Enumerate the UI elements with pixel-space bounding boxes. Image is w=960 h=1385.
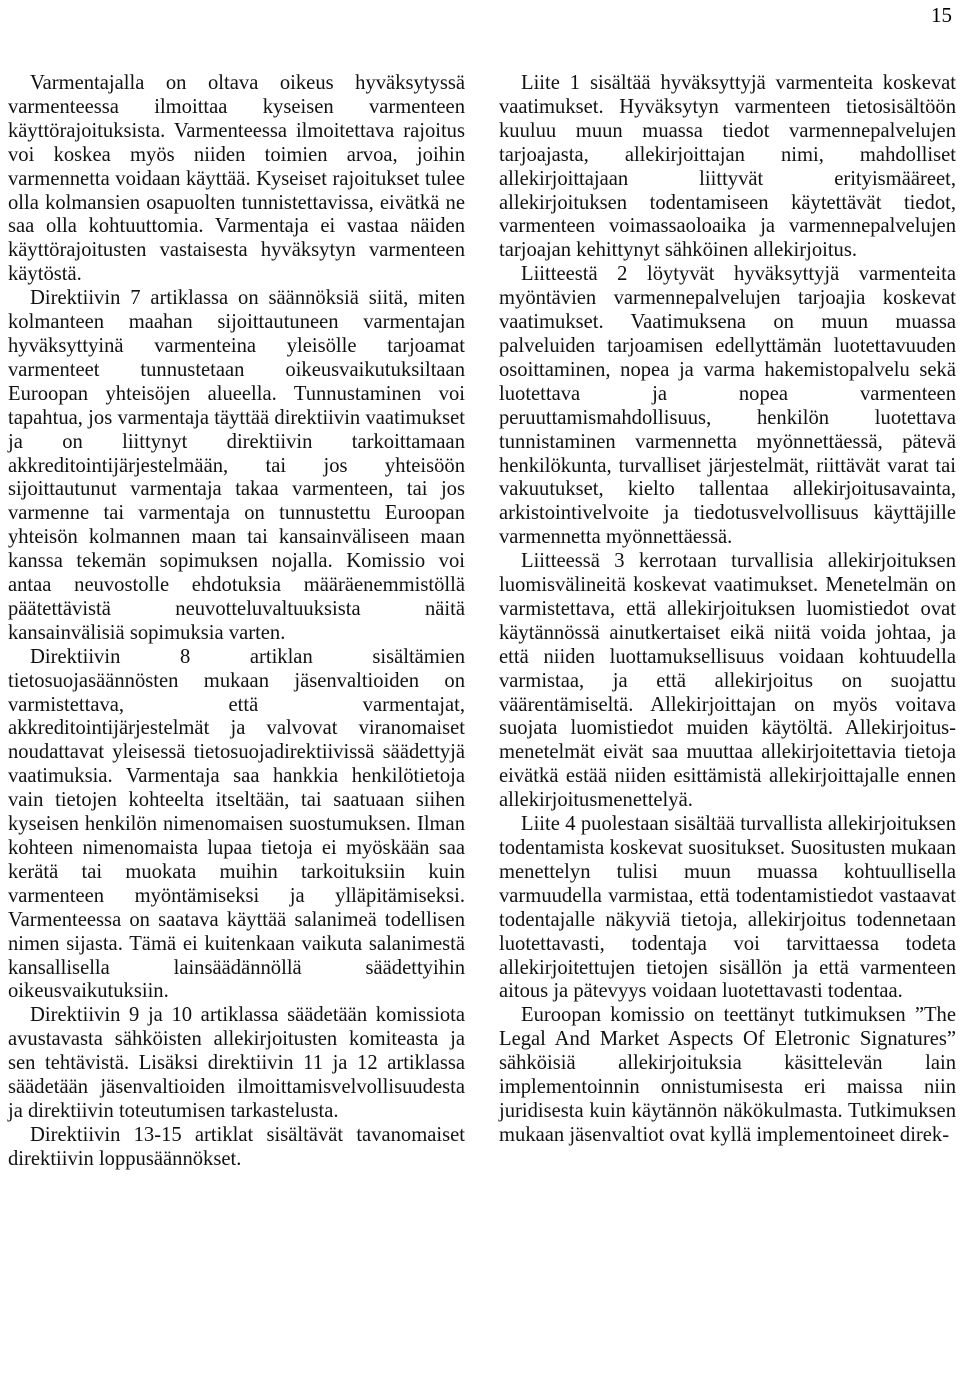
paragraph: Direktiivin 13-15 artiklat sisältävät tavanomaiset direktiivin loppusäännökset.: [8, 1123, 465, 1170]
paragraph: Euroopan komissio on teettänyt tutkimuksen ”The Legal And Market Aspects Of Eletronic Signatures” sähköisiä allekirjoituksia käsittelevän lain implementoinnin onnistumisesta eri maissa niin juridisesta kuin käytännön näkökulmasta. Tutkimuksen mukaan jäsenvaltiot ovat kyllä implementoineet direk-: [499, 1004, 956, 1146]
page-number: 15: [931, 3, 952, 27]
paragraph: Direktiivin 8 artiklan sisältämien tietosuojasäännösten mukaan jäsenvaltioiden on varmistettava, että varmentajat, akkreditointijärjestelmät ja valvovat viranomaiset noudattavat yleisessä tietosuojadirektiivissä säädettyjä vaatimuksia. Varmentaja saa hankkia henkilötietoja vain tietojen kohteelta itseltään, tai saatuaan siihen kyseisen henkilön nimenomaisen suostumuksen. Ilman kohteen nimenomaista lupaa tietoja ei myöskään saa kerätä tai muokata muihin tarkoituksiin kuin varmenteen myöntämiseksi ja ylläpitämiseksi. Varmenteessa on saatava käyttää salanimeä todellisen nimen sijasta. Tämä ei kuitenkaan vaikuta salanimestä kansallisella lainsäädännöllä säädettyihin oikeusvaikutuksiin.: [8, 645, 465, 1003]
right-column: [499, 72, 956, 1148]
paragraph: Liitteessä 3 kerrotaan turvallisia allekirjoituksen luomisvälineitä koskevat vaatimukset. Menetelmän on varmistettava, että allekirjoituksen luomistiedot ovat käytännössä ainutkertaiset eikä niitä voida johtaa, ja että niiden luottamuksellisuus voidaan kohtuudella varmistaa, ja että allekirjoitus on suojattu väärentämiseltä. Allekirjoittajan on myös voitava suojata luomistiedot muiden käytöltä. Allekirjoitus-menetelmät eivät saa muuttaa allekirjoitettavia tietoja eivätkä estää niiden esittämistä allekirjoittajalle ennen allekirjoitusmenettelyä.: [499, 550, 956, 812]
paragraph: Liite 1 sisältää hyväksyttyjä varmenteita koskevat vaatimukset. Hyväksytyn varmenteen tietosisältöön kuuluu muun muassa tiedot varmennepalvelujen tarjoajasta, allekirjoittajan nimi, mahdolliset allekirjoittajaan liittyvät erityismääreet, allekirjoituksen todentamiseen käytettävät tiedot, varmenteen voimassaoloaika ja varmennepalvelujen tarjoajan kehittynyt sähköinen allekirjoitus.: [499, 72, 956, 262]
left-column: [8, 72, 465, 1172]
paragraph: Varmentajalla on oltava oikeus hyväksytyssä varmenteessa ilmoittaa kyseisen varmenteen käyttörajoituksista. Varmenteessa ilmoitettava rajoitus voi koskea myös niiden toimien arvoa, joihin varmennetta voidaan käyttää. Kyseiset rajoitukset tulee olla kolmansien osapuolten tunnistettavissa, eivätkä ne saa olla kohtuuttomia. Varmentaja ei vastaa näiden käyttörajoitusten vastaisesta hyväksytyn varmenteen käytöstä.: [8, 72, 465, 286]
paragraph: Direktiivin 9 ja 10 artiklassa säädetään komissiota avustavasta sähköisten allekirjoitusten komiteasta ja sen tehtävistä. Lisäksi direktiivin 11 ja 12 artiklassa säädetään jäsenvaltioiden ilmoittamisvelvollisuudesta ja direktiivin toteutumisen tarkastelusta.: [8, 1004, 465, 1122]
paragraph: Liite 4 puolestaan sisältää turvallista allekirjoituksen todentamista koskevat suositukset. Suositusten mukaan menettelyn tulisi muun muassa kohtuullisella varmuudella varmistaa, että todentamistiedot vastaavat todentajalle näkyviä tietoja, allekirjoitus todennetaan luotettavasti, todentaja voi tarvittaessa todeta allekirjoitettujen tietojen sisällön ja että varmenteen aitous ja pätevyys voidaan luotettavasti todentaa.: [499, 813, 956, 1003]
paragraph: Direktiivin 7 artiklassa on säännöksiä siitä, miten kolmanteen maahan sijoittautuneen varmentajan hyväksyttyinä varmenteina yleisölle tarjoamat varmenteet tunnustetaan oikeusvaikutuksiltaan Euroopan yhteisöjen alueella. Tunnustaminen voi tapahtua, jos varmentaja täyttää direktiivin vaatimukset ja on liittynyt direktiivin tarkoittamaan akkreditointijärjestelmään, tai jos yhteisöön sijoittautunut varmentaja takaa varmenteen, tai jos varmenne tai varmentaja on tunnustettu Euroopan yhteisön kolmannen maan tai kansainväliseen maan kanssa tekemän sopimuksen nojalla. Komissio voi antaa neuvostolle ehdotuksia määräenemmistöllä päätettävistä neuvotteluvaltuuksista näitä kansainvälisiä sopimuksia varten.: [8, 287, 465, 644]
paragraph: Liitteestä 2 löytyvät hyväksyttyjä varmenteita myöntävien varmennepalvelujen tarjoajia koskevat vaatimukset. Vaatimuksena on muun muassa palveluiden tarjoamisen edellyttämän luotettavuuden osoittaminen, nopea ja varma hakemistopalvelu sekä luotettava ja nopea varmenteen peruuttamismahdollisuus, henkilön luotettava tunnistaminen varmennetta myönnettäessä, pätevä henkilökunta, turvalliset järjestelmät, riittävät varat tai vakuutukset, kielto tallentaa allekirjoitusavainta, arkistointivelvoite ja tiedotusvelvollisuus käyttäjille varmennetta myönnettäessä.: [499, 263, 956, 549]
